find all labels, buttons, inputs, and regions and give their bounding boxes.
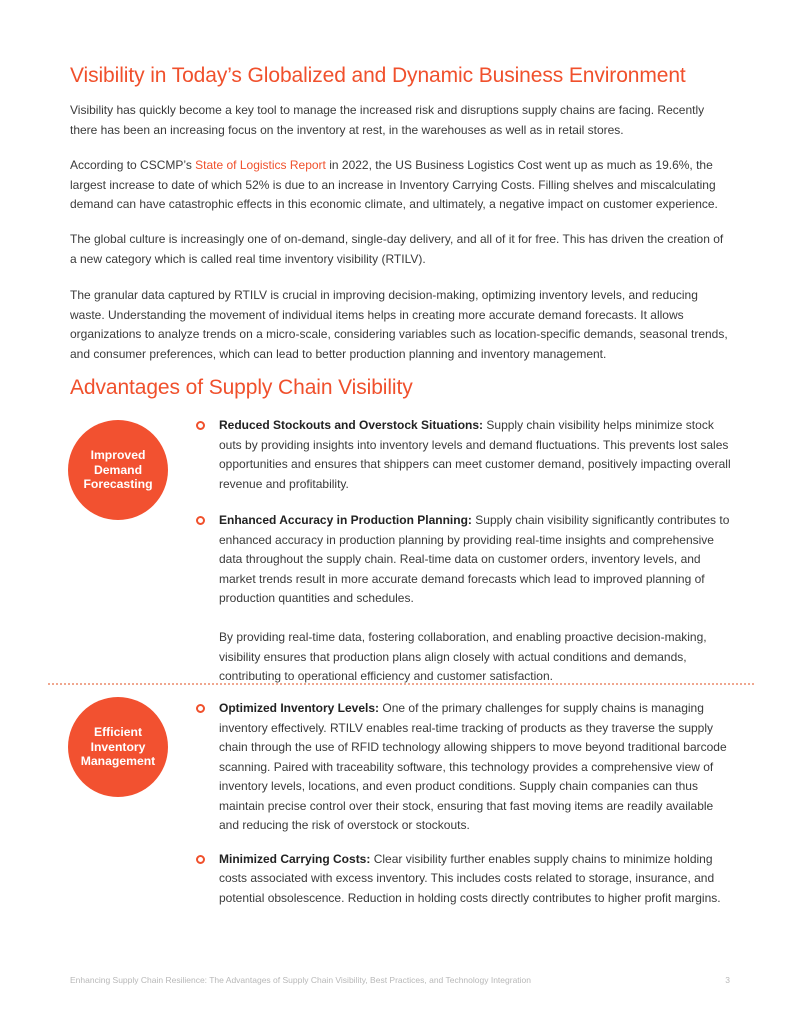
list-item-optimized-inventory — [196, 699, 732, 836]
paragraph-rtilv: The granular data captured by RTILV is crucial in improving decision-making, optimizing inventory levels, and reducing waste. Understanding the movement of individual items helps in creating more accurate demand forecasts. It allows organizations to analyze trends on a micro-scale, considering variables such as location-specific demands, seasonal trends, and consumer preferences, which can lead to better production planning and inventory management. — [70, 288, 728, 361]
bullet-body: Supply chain visibility significantly contributes to enhanced accuracy in production planning by providing real-time insights and comprehensive data throughout the supply chain. Real-time data on customer orders, inventory levels, and market trends result in more accurate demand forecasts which lead to improved planning of production quantities and schedules. — [219, 513, 730, 605]
bullet-title: Enhanced Accuracy in Production Planning: — [219, 513, 472, 527]
page-number: 3 — [725, 975, 730, 985]
bullet-title: Optimized Inventory Levels: — [219, 701, 380, 715]
paragraph-cscmp-suffix: in 2022, the US Business Logistics Cost went up as much as 19.6%, the largest increase to date of which 52% is due to an increase in Inventory Carrying Costs. Filling shelves and miscalculating demand can have catastrophic effects in this economic climate, and ultimately, a negative impact on customer experience. — [70, 158, 718, 211]
list-item-carrying-costs — [196, 850, 732, 909]
paragraph-cscmp-prefix: According to CSCMP’s — [70, 158, 196, 172]
ring-bullet-icon — [196, 855, 205, 864]
paragraph-cscmp — [70, 156, 730, 215]
section-heading-visibility: Visibility in Today’s Globalized and Dynamic Business Environment — [70, 64, 686, 87]
bullet-text — [219, 699, 732, 836]
bullet-text — [219, 511, 732, 609]
state-of-logistics-link[interactable]: State of Logistics Report — [195, 158, 326, 172]
list-item-reduced-stockouts — [196, 416, 732, 494]
bullet-text — [219, 850, 732, 909]
badge-label: Efficient Inventory Management — [80, 725, 156, 769]
list-item-production-planning — [196, 511, 732, 687]
ring-bullet-icon — [196, 516, 205, 525]
demand-forecasting-list — [196, 416, 732, 687]
inventory-management-list — [196, 699, 732, 908]
bullet-body: Supply chain visibility helps minimize stock outs by providing insights into inventory levels and demand fluctuations. This prevents lost sales opportunities and ensures that shippers can meet customer demand, positively impacting overall revenue and profitability. — [219, 418, 731, 491]
efficient-inventory-management-badge — [68, 697, 168, 797]
bullet-title: Reduced Stockouts and Overstock Situations: — [219, 418, 484, 432]
bullet-text — [219, 416, 732, 494]
bullet-title: Minimized Carrying Costs: — [219, 851, 371, 866]
ring-bullet-icon — [196, 421, 205, 430]
paragraph-global-culture: The global culture is increasingly one of on-demand, single-day delivery, and all of it for free. This has driven the creation of a new category which is called real time inventory visibility (RTILV). — [70, 232, 724, 266]
ring-bullet-icon — [196, 704, 205, 713]
footer-title: Enhancing Supply Chain Resilience: The Advantages of Supply Chain Visibility, Best Practices, and Technology Integration — [70, 975, 532, 985]
section-heading-advantages: Advantages of Supply Chain Visibility — [70, 376, 413, 399]
paragraph-intro: Visibility has quickly become a key tool to manage the increased risk and disruptions supply chains are facing. Recently there has been an increasing focus on the inventory at rest, in the warehouses as well as in retail stores. — [70, 103, 705, 137]
dotted-divider — [48, 683, 754, 685]
bullet-body: One of the primary challenges for supply chains is managing inventory effectively. RTILV enables real-time tracking of products as they traverse the supply chain through the use of RFID technology allowing shippers to move beyond traditional barcode scanning. Paired with traceability software, this technology provides a comprehensive view of inventory levels, locations, and even product conditions. Supply chain companies can thus maintain precise control over their stock, ensuring that fast moving items are readily available and reducing the risk of overstock or stockouts. — [219, 701, 727, 832]
improved-demand-forecasting-badge — [68, 420, 168, 520]
badge-label: Improved Demand Forecasting — [83, 448, 153, 492]
bullet-text-continued: By providing real-time data, fostering collaboration, and enabling proactive decision-making, visibility ensures that production plans align closely with actual conditions and demands, contributing to operational efficiency and customer satisfaction. — [219, 630, 707, 683]
bullet-body: Clear visibility further enables supply chains to minimize holding costs associated with excess inventory. This includes costs related to storage, insurance, and potential obsolescence. Reduction in holding costs directly contributes to higher profit margins. — [219, 851, 721, 905]
page-footer — [70, 975, 730, 985]
